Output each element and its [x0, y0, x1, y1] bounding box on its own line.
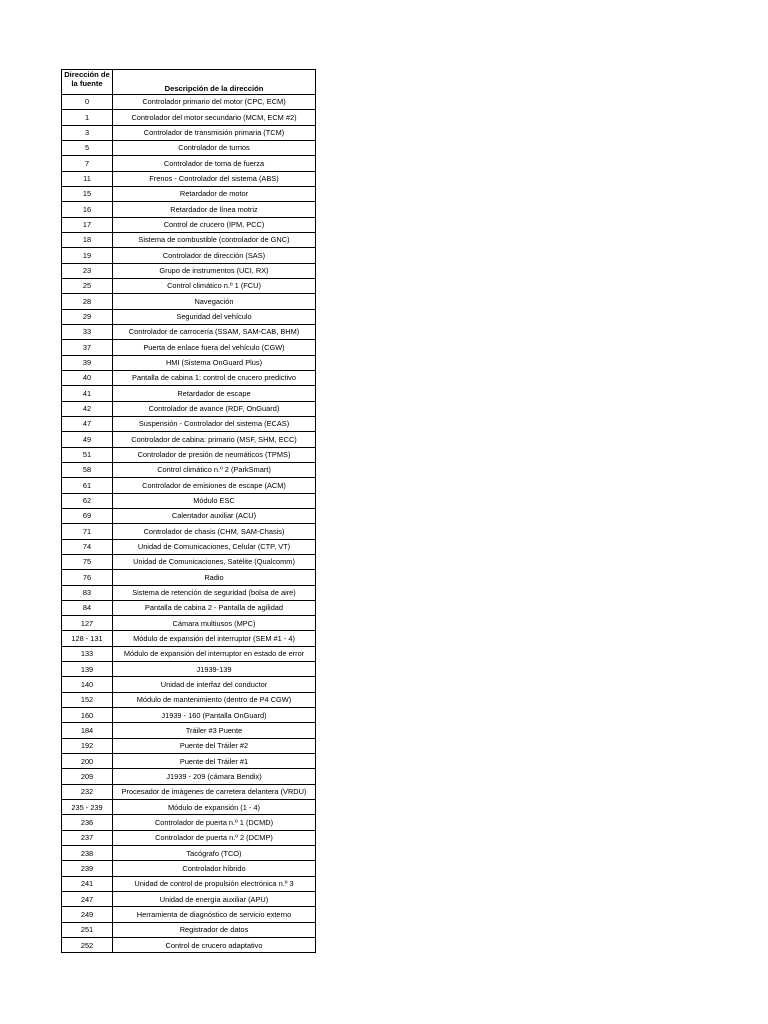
description-cell: Seguridad del vehículo [113, 309, 316, 324]
table-row [62, 355, 316, 370]
description-cell: J1939-139 [113, 662, 316, 677]
description-cell: Controlador de transmisión primaria (TCM) [113, 125, 316, 140]
address-cell: 29 [62, 309, 113, 324]
description-cell: Procesador de imágenes de carretera delantera (VRDU) [113, 784, 316, 799]
table-row [62, 692, 316, 707]
address-cell: 33 [62, 324, 113, 339]
description-cell: Sistema de retención de seguridad (bolsa de aire) [113, 585, 316, 600]
address-cell: 42 [62, 401, 113, 416]
address-cell: 127 [62, 616, 113, 631]
table-row [62, 861, 316, 876]
address-cell: 237 [62, 830, 113, 845]
description-cell: Sistema de combustible (controlador de GNC) [113, 232, 316, 247]
address-cell: 16 [62, 202, 113, 217]
table-row [62, 493, 316, 508]
address-cell: 5 [62, 140, 113, 155]
description-cell: Grupo de instrumentos (UCI, RX) [113, 263, 316, 278]
table-row [62, 263, 316, 278]
description-cell: Controlador de toma de fuerza [113, 156, 316, 171]
description-cell: Suspensión - Controlador del sistema (ECAS) [113, 416, 316, 431]
column-header-description: Descripción de la dirección [113, 70, 316, 95]
table-row [62, 416, 316, 431]
address-cell: 83 [62, 585, 113, 600]
table-row [62, 171, 316, 186]
address-cell: 76 [62, 570, 113, 585]
address-cell: 236 [62, 815, 113, 830]
description-cell: Control climático n.º 1 (FCU) [113, 278, 316, 293]
table-row [62, 800, 316, 815]
description-cell: Registrador de datos [113, 922, 316, 937]
address-cell: 37 [62, 340, 113, 355]
description-cell: Control de crucero (IPM, PCC) [113, 217, 316, 232]
description-cell: Tráiler #3 Puente [113, 723, 316, 738]
table-row [62, 156, 316, 171]
description-cell: Control de crucero adaptativo [113, 938, 316, 953]
description-cell: Puente del Tráiler #2 [113, 738, 316, 753]
description-cell: Unidad de Comunicaciones, Celular (CTP, VT) [113, 539, 316, 554]
table-row [62, 708, 316, 723]
address-cell: 62 [62, 493, 113, 508]
table-row [62, 524, 316, 539]
description-cell: Radio [113, 570, 316, 585]
description-cell: Controlador de carrocería (SSAM, SAM-CAB, BHM) [113, 324, 316, 339]
table-row [62, 784, 316, 799]
table-row [62, 370, 316, 385]
address-cell: 15 [62, 186, 113, 201]
description-cell: Pantalla de cabina 2 - Pantalla de agilidad [113, 600, 316, 615]
description-cell: Módulo de expansión del interruptor (SEM #1 - 4) [113, 631, 316, 646]
table-row [62, 554, 316, 569]
description-cell: Controlador primario del motor (CPC, ECM) [113, 95, 316, 110]
table-row [62, 815, 316, 830]
table-row [62, 217, 316, 232]
address-cell: 51 [62, 447, 113, 462]
table-row [62, 140, 316, 155]
description-cell: Control climático n.º 2 (ParkSmart) [113, 462, 316, 477]
column-header-address: Dirección de la fuente [62, 70, 113, 95]
description-cell: Controlador de turnos [113, 140, 316, 155]
table-row [62, 202, 316, 217]
table-row [62, 738, 316, 753]
description-cell: Puerta de enlace fuera del vehículo (CGW) [113, 340, 316, 355]
description-cell: Pantalla de cabina 1: control de crucero predictivo [113, 370, 316, 385]
description-cell: Controlador de emisiones de escape (ACM) [113, 478, 316, 493]
table-row [62, 662, 316, 677]
table-row [62, 401, 316, 416]
table-row [62, 646, 316, 661]
description-cell: Navegación [113, 294, 316, 309]
table-row [62, 248, 316, 263]
table-row [62, 232, 316, 247]
table-row [62, 938, 316, 953]
description-cell: Unidad de Comunicaciones, Satélite (Qualcomm) [113, 554, 316, 569]
description-cell: Módulo de mantenimiento (dentro de P4 CGW) [113, 692, 316, 707]
description-cell: Controlador de cabina: primario (MSF, SHM, ECC) [113, 432, 316, 447]
table-row [62, 462, 316, 477]
address-cell: 25 [62, 278, 113, 293]
table-row [62, 125, 316, 140]
address-cell: 209 [62, 769, 113, 784]
address-cell: 58 [62, 462, 113, 477]
address-cell: 238 [62, 846, 113, 861]
table-row [62, 340, 316, 355]
address-cell: 11 [62, 171, 113, 186]
description-cell: Controlador de dirección (SAS) [113, 248, 316, 263]
table-row [62, 186, 316, 201]
table-row [62, 631, 316, 646]
description-cell: Retardador de motor [113, 186, 316, 201]
table-row [62, 830, 316, 845]
description-cell: Controlador híbrido [113, 861, 316, 876]
address-cell: 61 [62, 478, 113, 493]
description-cell: Retardador de línea motriz [113, 202, 316, 217]
address-cell: 17 [62, 217, 113, 232]
description-cell: Cámara multiusos (MPC) [113, 616, 316, 631]
table-row [62, 846, 316, 861]
table-row [62, 600, 316, 615]
description-cell: Controlador de puerta n.º 1 (DCMD) [113, 815, 316, 830]
table-row [62, 754, 316, 769]
table-header-row [62, 70, 316, 95]
address-cell: 128 - 131 [62, 631, 113, 646]
address-cell: 75 [62, 554, 113, 569]
description-cell: Unidad de energía auxiliar (APU) [113, 892, 316, 907]
address-cell: 84 [62, 600, 113, 615]
table-row [62, 478, 316, 493]
address-cell: 7 [62, 156, 113, 171]
table-row [62, 677, 316, 692]
address-cell: 232 [62, 784, 113, 799]
address-cell: 40 [62, 370, 113, 385]
table-row [62, 922, 316, 937]
table-row [62, 876, 316, 891]
address-cell: 241 [62, 876, 113, 891]
table-row [62, 278, 316, 293]
address-cell: 139 [62, 662, 113, 677]
address-cell: 160 [62, 708, 113, 723]
address-cell: 23 [62, 263, 113, 278]
description-cell: Módulo de expansión del interruptor en estado de error [113, 646, 316, 661]
address-cell: 133 [62, 646, 113, 661]
address-cell: 251 [62, 922, 113, 937]
address-cell: 18 [62, 232, 113, 247]
table-row [62, 616, 316, 631]
address-cell: 192 [62, 738, 113, 753]
address-cell: 41 [62, 386, 113, 401]
address-cell: 74 [62, 539, 113, 554]
address-cell: 3 [62, 125, 113, 140]
table-row [62, 294, 316, 309]
table-row [62, 907, 316, 922]
address-cell: 28 [62, 294, 113, 309]
address-cell: 200 [62, 754, 113, 769]
description-cell: J1939 - 160 (Pantalla OnGuard) [113, 708, 316, 723]
description-cell: Módulo ESC [113, 493, 316, 508]
table-row [62, 309, 316, 324]
description-cell: Calentador auxiliar (ACU) [113, 508, 316, 523]
table-row [62, 508, 316, 523]
table-row [62, 386, 316, 401]
address-cell: 252 [62, 938, 113, 953]
description-cell: Controlador de chasis (CHM, SAM-Chasis) [113, 524, 316, 539]
address-cell: 249 [62, 907, 113, 922]
description-cell: Puente del Tráiler #1 [113, 754, 316, 769]
table-row [62, 723, 316, 738]
description-cell: Controlador de puerta n.º 2 (DCMP) [113, 830, 316, 845]
table-row [62, 447, 316, 462]
description-cell: Controlador de presión de neumáticos (TPMS) [113, 447, 316, 462]
table-row [62, 110, 316, 125]
address-cell: 71 [62, 524, 113, 539]
table-row [62, 95, 316, 110]
table-row [62, 324, 316, 339]
description-cell: Unidad de interfaz del conductor [113, 677, 316, 692]
table-row [62, 432, 316, 447]
address-cell: 140 [62, 677, 113, 692]
address-cell: 184 [62, 723, 113, 738]
description-cell: Controlador de avance (RDF, OnGuard) [113, 401, 316, 416]
address-cell: 239 [62, 861, 113, 876]
table-row [62, 892, 316, 907]
description-cell: HMI (Sistema OnGuard Plus) [113, 355, 316, 370]
description-cell: Herramienta de diagnóstico de servicio externo [113, 907, 316, 922]
description-cell: Controlador del motor secundario (MCM, ECM #2) [113, 110, 316, 125]
description-cell: Tacógrafo (TCO) [113, 846, 316, 861]
table-row [62, 539, 316, 554]
address-cell: 19 [62, 248, 113, 263]
address-cell: 49 [62, 432, 113, 447]
address-cell: 235 - 239 [62, 800, 113, 815]
address-cell: 69 [62, 508, 113, 523]
description-cell: J1939 - 209 (cámara Bendix) [113, 769, 316, 784]
address-cell: 39 [62, 355, 113, 370]
table-row [62, 769, 316, 784]
address-cell: 0 [62, 95, 113, 110]
address-cell: 1 [62, 110, 113, 125]
address-cell: 247 [62, 892, 113, 907]
description-cell: Frenos - Controlador del sistema (ABS) [113, 171, 316, 186]
description-cell: Módulo de expansión (1 - 4) [113, 800, 316, 815]
table-body [62, 95, 316, 953]
description-cell: Retardador de escape [113, 386, 316, 401]
address-cell: 152 [62, 692, 113, 707]
table-row [62, 570, 316, 585]
description-cell: Unidad de control de propulsión electrónica n.º 3 [113, 876, 316, 891]
address-table [61, 69, 316, 953]
table-row [62, 585, 316, 600]
address-cell: 47 [62, 416, 113, 431]
